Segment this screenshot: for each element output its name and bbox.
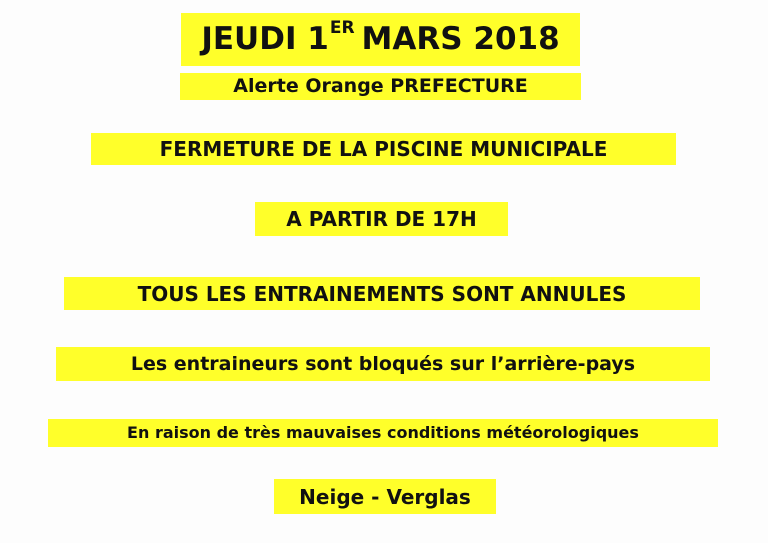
coaches-line: Les entraineurs sont bloqués sur l’arrière-pays — [56, 347, 710, 381]
weather-line: Neige - Verglas — [274, 479, 496, 514]
date-superscript: ER — [329, 18, 355, 38]
reason-line: En raison de très mauvaises conditions météorologiques — [48, 419, 718, 447]
date-heading — [181, 13, 580, 66]
date-day: JEUDI 1 — [201, 21, 329, 57]
trainings-line: TOUS LES ENTRAINEMENTS SONT ANNULES — [64, 277, 700, 310]
closure-line: FERMETURE DE LA PISCINE MUNICIPALE — [91, 133, 676, 165]
time-line: A PARTIR DE 17H — [255, 202, 508, 236]
date-month-year: MARS 2018 — [361, 21, 560, 57]
alert-line: Alerte Orange PREFECTURE — [180, 73, 581, 100]
